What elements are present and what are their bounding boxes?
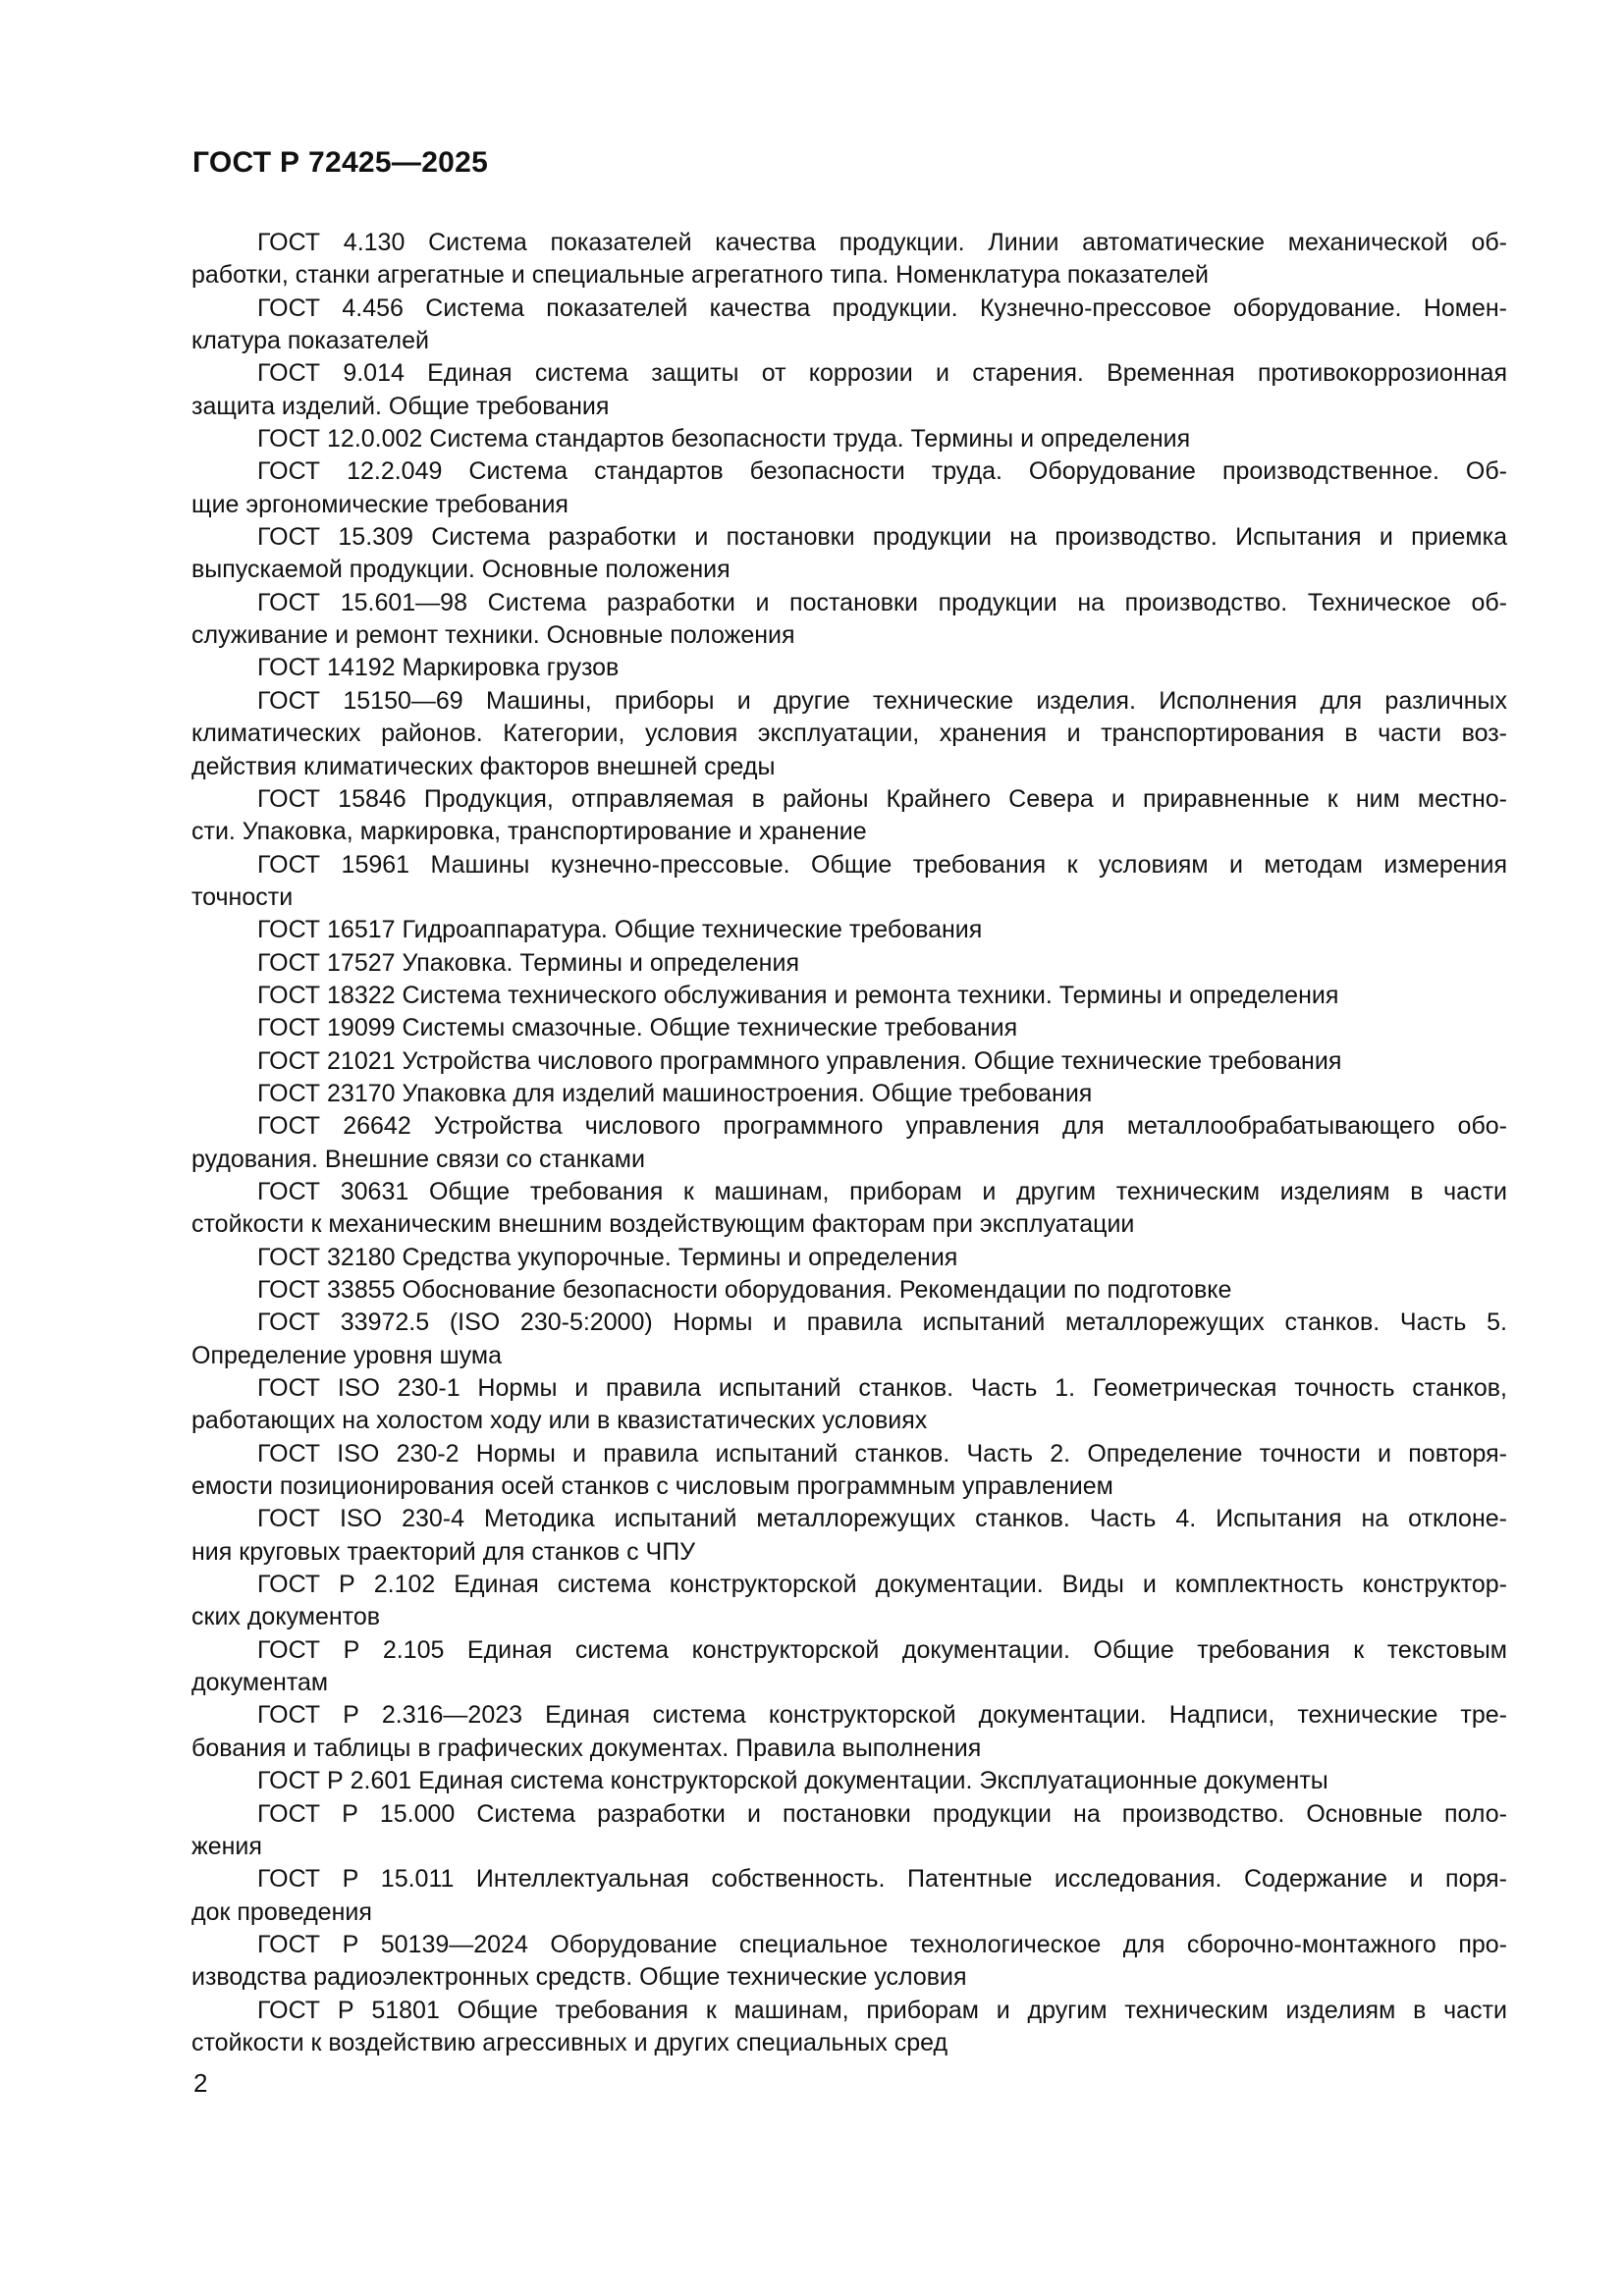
references-list	[191, 227, 1507, 2059]
reference-line: служивание и ремонт техники. Основные положения	[191, 621, 795, 650]
reference-paragraph	[191, 1012, 1507, 1044]
reference-paragraph	[191, 1274, 1507, 1307]
reference-line: рудования. Внешние связи со станками	[191, 1145, 645, 1173]
reference-line: емости позиционирования осей станков с числовым программным управлением	[191, 1472, 1113, 1501]
reference-paragraph	[191, 1699, 1507, 1765]
reference-line: защита изделий. Общие требования	[191, 392, 610, 420]
reference-line: точности	[191, 882, 294, 911]
reference-line: ГОСТ 32180 Средства укупорочные. Термины и определения	[257, 1243, 958, 1271]
reference-line: ГОСТ ISO 230-1 Нормы и правила испытаний станков. Часть 1. Геометрическая точность станков,	[257, 1374, 1507, 1403]
reference-line: работки, станки агрегатные и специальные агрегатного типа. Номенклатура показателей	[191, 261, 1209, 290]
reference-line: ГОСТ 15846 Продукция, отправляемая в районы Крайнего Севера и приравненные к ним местно-	[257, 784, 1507, 813]
reference-paragraph	[191, 1765, 1507, 1797]
reference-paragraph	[191, 1569, 1507, 1634]
reference-paragraph	[191, 1798, 1507, 1864]
reference-line: ГОСТ Р 2.102 Единая система конструкторской документации. Виды и комплектность конструктор-	[257, 1571, 1507, 1599]
reference-line: ГОСТ 12.2.049 Система стандартов безопасности труда. Оборудование производственное. Об-	[257, 457, 1507, 486]
reference-line: действия климатических факторов внешней среды	[191, 752, 776, 780]
reference-paragraph	[191, 685, 1507, 783]
reference-line: ГОСТ 21021 Устройства числового программного управления. Общие технические требования	[257, 1046, 1342, 1075]
reference-line: ГОСТ 33855 Обоснование безопасности оборудования. Рекомендации по подготовке	[257, 1276, 1232, 1304]
reference-line: ГОСТ 4.456 Система показателей качества продукции. Кузнечно-прессовое оборудование. Номен-	[257, 294, 1507, 322]
reference-paragraph	[191, 1307, 1507, 1372]
reference-line: изводства радиоэлектронных средств. Общие технические условия	[191, 1963, 967, 1992]
reference-line: док проведения	[191, 1897, 372, 1926]
reference-paragraph	[191, 1438, 1507, 1504]
reference-line: ГОСТ Р 2.316—2023 Единая система конструкторской документации. Надписи, технические тре-	[257, 1701, 1507, 1730]
reference-paragraph	[191, 980, 1507, 1012]
reference-paragraph	[191, 947, 1507, 980]
reference-paragraph	[191, 1242, 1507, 1274]
reference-line: щие эргономические требования	[191, 490, 568, 518]
reference-paragraph	[191, 455, 1507, 521]
reference-line: ГОСТ 33972.5 (ISO 230-5:2000) Нормы и правила испытаний металлорежущих станков. Часть 5.	[257, 1308, 1507, 1337]
reference-line: ГОСТ 30631 Общие требования к машинам, приборам и другим техническим изделиям в части	[257, 1177, 1507, 1205]
reference-line: ГОСТ 4.130 Система показателей качества продукции. Линии автоматические механической об-	[257, 229, 1507, 256]
page-number: 2	[193, 2068, 208, 2098]
reference-paragraph	[191, 849, 1507, 915]
reference-paragraph	[191, 1634, 1507, 1700]
reference-line: ГОСТ 12.0.002 Система стандартов безопасности труда. Термины и определения	[257, 425, 1191, 454]
reference-line: ГОСТ 18322 Система технического обслуживания и ремонта техники. Термины и определения	[257, 981, 1339, 1009]
reference-paragraph	[191, 1863, 1507, 1929]
reference-paragraph	[191, 914, 1507, 946]
reference-paragraph	[191, 587, 1507, 653]
reference-line: ГОСТ ISO 230-2 Нормы и правила испытаний станков. Часть 2. Определение точности и повторя-	[257, 1439, 1507, 1468]
reference-paragraph	[191, 1045, 1507, 1078]
reference-line: ГОСТ 15961 Машины кузнечно-прессовые. Общие требования к условиям и методам измерения	[257, 850, 1507, 879]
reference-line: клатура показателей	[191, 327, 429, 355]
reference-line: ГОСТ 15150—69 Машины, приборы и другие технические изделия. Исполнения для различных	[257, 686, 1507, 715]
reference-line: ГОСТ Р 51801 Общие требования к машинам, приборам и другим техническим изделиям в части	[257, 1996, 1507, 2024]
reference-line: бования и таблицы в графических документах. Правила выполнения	[191, 1734, 982, 1762]
reference-line: ГОСТ 16517 Гидроаппаратура. Общие технические требования	[257, 916, 983, 944]
reference-line: ГОСТ 17527 Упаковка. Термины и определения	[257, 948, 799, 977]
reference-paragraph	[191, 293, 1507, 358]
reference-line: ГОСТ 9.014 Единая система защиты от коррозии и старения. Временная противокоррозионная	[257, 359, 1507, 388]
reference-line: климатических районов. Категории, условия эксплуатации, хранения и транспортирования в части воз-	[191, 720, 1507, 748]
reference-paragraph	[191, 1995, 1507, 2060]
reference-paragraph	[191, 1929, 1507, 1995]
document-code-header: ГОСТ Р 72425—2025	[192, 146, 489, 179]
reference-paragraph	[191, 1110, 1507, 1176]
reference-line: ГОСТ 19099 Системы смазочные. Общие технические требования	[257, 1014, 1018, 1042]
reference-line: ГОСТ Р 15.011 Интеллектуальная собственность. Патентные исследования. Содержание и поря-	[257, 1865, 1507, 1894]
reference-paragraph	[191, 357, 1507, 423]
reference-line: ГОСТ Р 2.601 Единая система конструкторской документации. Эксплуатационные документы	[257, 1767, 1328, 1795]
reference-line: ГОСТ Р 2.105 Единая система конструкторской документации. Общие требования к текстовым	[257, 1635, 1507, 1664]
reference-paragraph	[191, 1176, 1507, 1242]
reference-paragraph	[191, 1078, 1507, 1110]
reference-paragraph	[191, 652, 1507, 684]
reference-paragraph	[191, 521, 1507, 587]
reference-line: ГОСТ 14192 Маркировка грузов	[257, 654, 620, 682]
reference-paragraph	[191, 1372, 1507, 1438]
reference-paragraph	[191, 227, 1507, 293]
reference-line: ГОСТ Р 15.000 Система разработки и постановки продукции на производство. Основные поло-	[257, 1799, 1507, 1828]
reference-line: ГОСТ Р 50139—2024 Оборудование специальное технологическое для сборочно-монтажного про-	[257, 1930, 1507, 1958]
reference-line: документам	[191, 1669, 329, 1697]
reference-line: Определение уровня шума	[191, 1341, 502, 1369]
reference-line: стойкости к механическим внешним воздействующим факторам при эксплуатации	[191, 1210, 1135, 1239]
reference-line: стойкости к воздействию агрессивных и других специальных сред	[191, 2028, 948, 2056]
reference-paragraph	[191, 783, 1507, 849]
reference-line: ГОСТ 23170 Упаковка для изделий машиностроения. Общие требования	[257, 1079, 1093, 1107]
reference-line: ских документов	[191, 1603, 381, 1631]
reference-line: ния круговых траекторий для станков с ЧПУ	[191, 1537, 696, 1566]
reference-line: ГОСТ 26642 Устройства числового программного управления для металлообрабатывающего обо-	[257, 1112, 1507, 1141]
reference-paragraph	[191, 1503, 1507, 1569]
reference-line: выпускаемой продукции. Основные положения	[191, 556, 731, 584]
reference-line: ГОСТ 15.309 Система разработки и постановки продукции на производство. Испытания и приемка	[257, 523, 1507, 552]
reference-line: ГОСТ 15.601—98 Система разработки и постановки продукции на производство. Техническое об-	[257, 588, 1507, 616]
reference-line: работающих на холостом ходу или в квазистатических условиях	[191, 1407, 928, 1435]
reference-line: жения	[191, 1832, 262, 1860]
reference-line: ГОСТ ISO 230-4 Методика испытаний металлорежущих станков. Часть 4. Испытания на отклоне-	[257, 1505, 1507, 1533]
reference-paragraph	[191, 423, 1507, 455]
reference-line: сти. Упаковка, маркировка, транспортирование и хранение	[191, 818, 867, 846]
